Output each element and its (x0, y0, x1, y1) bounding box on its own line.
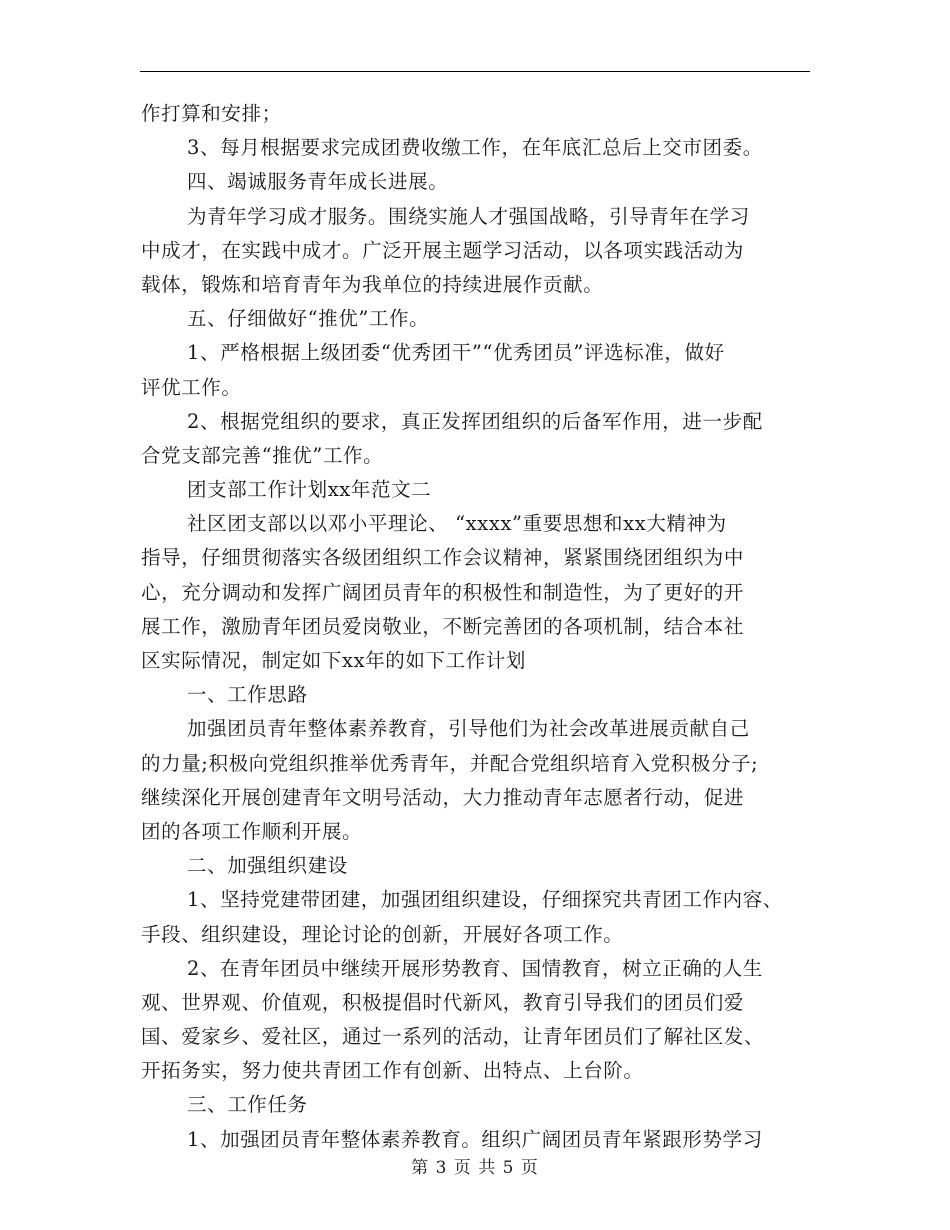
text-line: 1、严格根据上级团委“优秀团干”“优秀团员”评选标准，做好 (187, 341, 725, 365)
text-line: 三、工作任务 (187, 1093, 308, 1117)
text-line: 开拓务实，努力使共青团工作有创新、出特点、上台阶。 (141, 1059, 644, 1083)
text-line: 的力量;积极向党组织推举优秀青年，并配合党组织培育入党积极分子; (141, 751, 759, 775)
text-line: 团的各项工作顺利开展。 (141, 819, 363, 843)
text-line: 国、爱家乡、爱社区，通过一系列的活动，让青年团员们了解社区发、 (141, 1025, 765, 1049)
text-line: 社区团支部以以邓小平理论、 “xxxx”重要思想和xx大精神为 (187, 512, 727, 536)
text-line: 中成才，在实践中成才。广泛开展主题学习活动，以各项实践活动为 (141, 238, 745, 262)
text-line: 继续深化开展创建青年文明号活动，大力推动青年志愿者行动，促进 (141, 785, 745, 809)
text-line: 2、在青年团员中继续开展形势教育、国情教育，树立正确的人生 (187, 956, 763, 980)
text-line: 区实际情况，制定如下xx年的如下工作计划 (141, 649, 526, 672)
text-line: 二、加强组织建设 (187, 854, 348, 878)
text-line: 一、工作思路 (187, 683, 308, 707)
text-line: 1、加强团员青年整体素养教育。组织广阔团员青年紧跟形势学习 (187, 1127, 763, 1151)
text-line: 2、根据党组织的要求，真正发挥团组织的后备军作用，进一步配 (187, 409, 763, 433)
text-line: 为青年学习成才服务。围绕实施人才强国战略，引导青年在学习 (187, 204, 750, 228)
text-line: 团支部工作计划xx年范文二 (187, 478, 432, 502)
header-rule (140, 71, 810, 72)
text-line: 手段、组织建设，理论讨论的创新，开展好各项工作。 (141, 922, 624, 946)
page-footer: 第 3 页 共 5 页 (411, 1158, 539, 1178)
text-line: 四、竭诚服务青年成长进展。 (187, 170, 449, 194)
text-line: 作打算和安排； (141, 102, 282, 125)
text-line: 指导，仔细贯彻落实各级团组织工作会议精神，紧紧围绕团组织为中 (141, 546, 745, 570)
text-line: 1、坚持党建带团建，加强团组织建设，仔细探究共青团工作内容、 (187, 888, 783, 912)
text-line: 心，充分调动和发挥广阔团员青年的积极性和制造性，为了更好的开 (141, 580, 745, 604)
text-line: 观、世界观、价值观，积极提倡时代新风，教育引导我们的团员们爱 (141, 990, 745, 1014)
document-body (141, 97, 821, 1157)
text-line: 五、仔细做好“推优”工作。 (187, 307, 430, 331)
text-line: 评优工作。 (141, 375, 242, 399)
text-line: 3、每月根据要求完成团费收缴工作，在年底汇总后上交市团委。 (187, 136, 763, 160)
text-line: 载体，锻炼和培育青年为我单位的持续进展作贡献。 (141, 272, 604, 296)
text-line: 合党支部完善“推优”工作。 (141, 443, 384, 467)
text-line: 加强团员青年整体素养教育，引导他们为社会改革进展贡献自己 (187, 717, 750, 741)
text-line: 展工作，激励青年团员爱岗敬业，不断完善团的各项机制，结合本社 (141, 614, 745, 638)
